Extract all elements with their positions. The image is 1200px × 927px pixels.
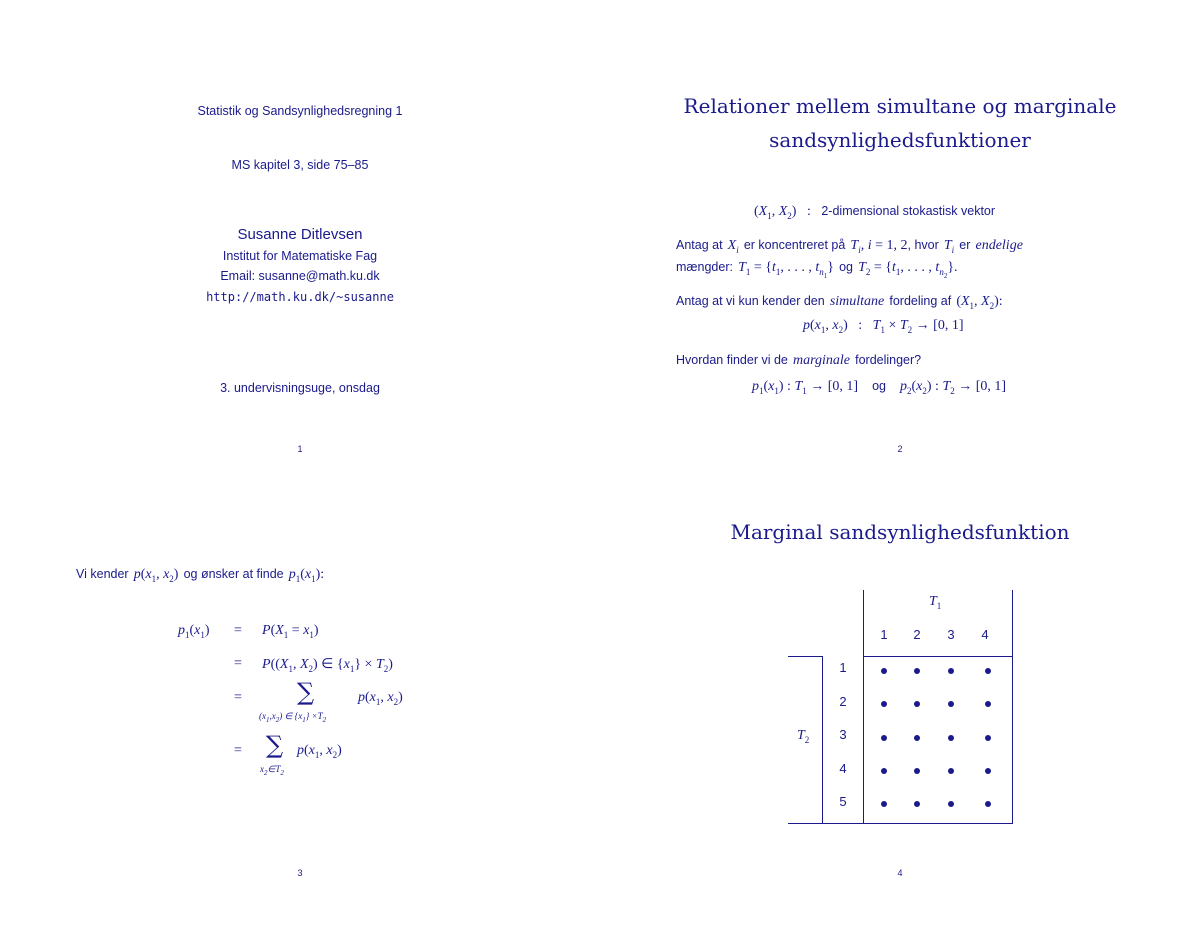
cell-dot bbox=[985, 735, 991, 741]
t1-label: $T_1$ bbox=[929, 594, 942, 611]
text: fordelinger? bbox=[855, 353, 922, 367]
equals-4: = bbox=[234, 743, 242, 758]
text: mængder: bbox=[676, 260, 733, 274]
text: fordeling af bbox=[889, 294, 952, 308]
assumption-1-line2 bbox=[676, 256, 958, 280]
text: og ønsker at finde bbox=[183, 567, 284, 581]
derivation-step-2: $P((X_1$, $X_2$) ∈ $\{x_1\} \times T_2$) bbox=[262, 657, 393, 674]
t2-label: $T_2$ bbox=[797, 728, 810, 745]
slide-title-line2: sandsynlighedsfunktioner bbox=[769, 128, 1031, 152]
assumption-1 bbox=[676, 234, 1023, 255]
cell-dot bbox=[914, 701, 920, 707]
cell-dot bbox=[948, 735, 954, 741]
assumption-2 bbox=[676, 290, 1003, 311]
email: Email: susanne@math.ku.dk bbox=[220, 269, 380, 283]
slide-title-line1: Relationer mellem simultane og marginale bbox=[683, 94, 1117, 118]
cell-dot bbox=[948, 668, 954, 674]
slide-4 bbox=[600, 463, 1200, 927]
cell-dot bbox=[881, 735, 887, 741]
text: er koncentreret på bbox=[743, 238, 846, 252]
math: $T_i$, i = 1, 2 bbox=[850, 238, 908, 255]
grid-line-bottom bbox=[788, 823, 1013, 824]
math: $X_i$ bbox=[727, 238, 739, 255]
page-number: 4 bbox=[897, 868, 903, 878]
text: Vi kender bbox=[76, 567, 129, 581]
page-number: 3 bbox=[297, 868, 303, 878]
page-number: 1 bbox=[297, 444, 303, 454]
lecture-info: 3. undervisningsuge, onsdag bbox=[220, 381, 380, 395]
cell-dot bbox=[985, 801, 991, 807]
row-header: 4 bbox=[839, 761, 847, 776]
emphasis: endelige bbox=[975, 238, 1023, 253]
cell-dot bbox=[948, 768, 954, 774]
slide-2 bbox=[600, 0, 1200, 463]
vector-label: 2-dimensional stokastisk vektor bbox=[821, 204, 996, 218]
text: er bbox=[959, 238, 971, 252]
grid-line-row-header bbox=[863, 656, 1013, 657]
cell-dot bbox=[914, 801, 920, 807]
column-header: 2 bbox=[913, 627, 921, 642]
chapter-ref: MS kapitel 3, side 75–85 bbox=[231, 158, 369, 172]
slide-3 bbox=[0, 463, 600, 927]
grid-line-top-left bbox=[863, 590, 864, 824]
math: $p(x_1$, $x_2$) bbox=[133, 567, 179, 584]
row-header: 1 bbox=[839, 660, 847, 675]
equals-1: = bbox=[234, 623, 242, 638]
institute: Institut for Matematiske Fag bbox=[222, 249, 378, 263]
cell-dot bbox=[914, 768, 920, 774]
marginal-functions: $p_1(x_1)$ : $T_1 \to [0$, 1] og $p_2(x_2)$ : $T_2 \to [0$, 1] bbox=[752, 379, 1007, 396]
grid-line-left-top bbox=[788, 656, 823, 657]
derivation-step-4: $p(x_1$, $x_2$) bbox=[297, 743, 342, 760]
derivation-lhs: $p_1(x_1)$ bbox=[178, 623, 210, 640]
equals-2: = bbox=[234, 656, 242, 671]
derivation-step-1: $P(X_1 = x_1)$ bbox=[262, 623, 319, 640]
column-header: 4 bbox=[981, 627, 989, 642]
page-number: 2 bbox=[897, 444, 903, 454]
question bbox=[676, 349, 921, 369]
slide-1 bbox=[0, 0, 600, 463]
cell-dot bbox=[985, 668, 991, 674]
cell-dot bbox=[881, 668, 887, 674]
cell-dot bbox=[948, 701, 954, 707]
column-header: 1 bbox=[880, 627, 888, 642]
text: og bbox=[872, 379, 886, 393]
vector-definition bbox=[754, 200, 995, 221]
text: Antag at bbox=[676, 238, 723, 252]
row-header: 5 bbox=[839, 794, 847, 809]
math: $p_1(x_1)$: bbox=[288, 567, 325, 584]
math: $T_1 = \{t_1$, . . . , $t_{n_1}$} bbox=[738, 260, 835, 280]
vector-math: ($X_1$, $X_2$) : bbox=[754, 204, 822, 221]
column-header: 3 bbox=[947, 627, 955, 642]
sum-index-1: $(x_1,x_2)$ ∈ $\{x_1\} \times T_2$ bbox=[259, 711, 327, 724]
emphasis: marginale bbox=[792, 353, 851, 368]
cell-dot bbox=[881, 701, 887, 707]
math: $T_2 = \{t_1$, . . . , $t_{n_2}$}. bbox=[858, 260, 958, 280]
cell-dot bbox=[985, 701, 991, 707]
joint-function: $p(x_1$, $x_2$) : $T_1 \times T_2 \to [0$, 1] bbox=[803, 318, 964, 335]
sum-index-2: $x_2\in T_2$ bbox=[260, 764, 284, 777]
math: $T_i$ bbox=[943, 238, 955, 255]
cell-dot bbox=[914, 735, 920, 741]
homepage-url: http://math.ku.dk/~susanne bbox=[206, 290, 394, 304]
sum-symbol: ∑ bbox=[297, 678, 315, 706]
sum-symbol: ∑ bbox=[266, 731, 284, 759]
text: og bbox=[839, 260, 854, 274]
course-title: Statistik og Sandsynlighedsregning 1 bbox=[197, 104, 403, 118]
cell-dot bbox=[914, 668, 920, 674]
emphasis: simultane bbox=[829, 294, 885, 309]
derivation-step-3: $p(x_1$, $x_2$) bbox=[358, 690, 403, 707]
text: Antag at vi kun kender den bbox=[676, 294, 825, 308]
grid-line-right bbox=[1012, 590, 1013, 824]
row-header: 2 bbox=[839, 694, 847, 709]
slide-title: Marginal sandsynlighedsfunktion bbox=[730, 520, 1070, 544]
text: Hvordan finder vi de bbox=[676, 353, 788, 367]
row-header: 3 bbox=[839, 727, 847, 742]
math: ($X_1$, $X_2$): bbox=[956, 294, 1003, 311]
grid-line-left-col bbox=[822, 656, 823, 824]
cell-dot bbox=[948, 801, 954, 807]
cell-dot bbox=[985, 768, 991, 774]
author-name: Susanne Ditlevsen bbox=[237, 226, 363, 243]
cell-dot bbox=[881, 801, 887, 807]
equals-3: = bbox=[234, 690, 242, 705]
text: , hvor bbox=[907, 238, 939, 252]
cell-dot bbox=[881, 768, 887, 774]
intro-line bbox=[76, 563, 324, 584]
